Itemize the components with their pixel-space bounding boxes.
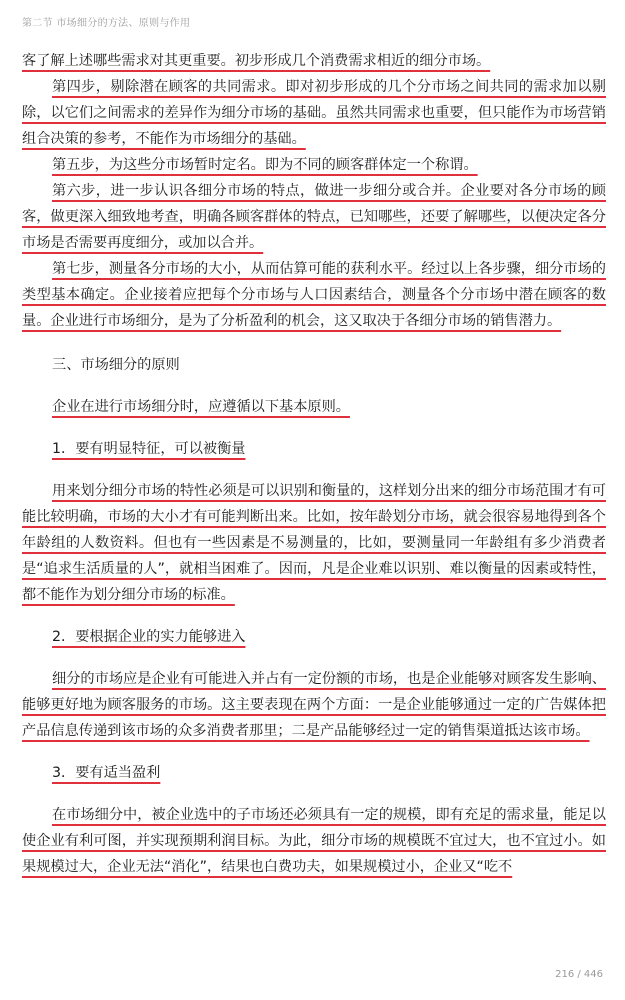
highlighted-text: 第五步，为这些分市场暂时定名。即为不同的顾客群体定一个称谓。: [52, 157, 478, 173]
highlighted-text: 企业在进行市场细分时，应遵循以下基本原则。: [52, 399, 350, 415]
section-heading: 三、市场细分的原则: [52, 357, 180, 373]
highlighted-text: 第四步，剔除潜在顾客的共同需求。即对初步形成的几个分市场之间共同的需求加以剔除，以它们之间需求的差异作为细分市场的基础。虽然共同需求也重要，但只能作为市场营销组合决策的参考，不能作为市场细分的基础。: [22, 79, 606, 147]
highlighted-text: 在市场细分中，被企业选中的子市场还必须具有一定的规模，即有充足的需求量，能足以使企业有利可图，并实现预期利润目标。为此，细分市场的规模既不宜过大，也不宜过小。如果规模过大，企业无法“消化”，结果也白费功夫，如果规模过小，企业又“吃不: [22, 807, 606, 875]
highlighted-text: 第六步，进一步认识各细分市场的特点，做进一步细分或合并。企业要对各分市场的顾客，做更深入细致地考查，明确各顾客群体的特点，已知哪些，还要了解哪些，以便决定各分市场是否需要再度细分，或加以合并。: [22, 183, 606, 251]
highlighted-text: 细分的市场应是企业有可能进入并占有一定份额的市场，也是企业能够对顾客发生影响、能够更好地为顾客服务的市场。这主要表现在两个方面：一是企业能够通过一定的广告媒体把产品信息传递到该市场的众多消费者那里；二是产品能够经过一定的销售渠道抵达该市场。: [22, 671, 606, 739]
principle-3-title: [52, 760, 606, 786]
highlighted-text: 客了解上述哪些需求对其更重要。初步形成几个消费需求相近的细分市场。: [22, 53, 491, 69]
paragraph-step-4: [22, 74, 606, 152]
paragraph-step-7: [22, 256, 606, 334]
paragraph-continuation: [22, 48, 606, 74]
principle-1-title: [52, 436, 606, 462]
page-content: [22, 48, 606, 880]
principle-3-body: [22, 802, 606, 880]
principle-1-body: [22, 478, 606, 608]
page-indicator: 216 / 446: [555, 969, 603, 980]
highlighted-text: 用来划分细分市场的特性必须是可以识别和衡量的，这样划分出来的细分市场范围才有可能比较明确，市场的大小才有可能判断出来。比如，按年龄划分市场，就会很容易地得到各个年龄组的人数资料。但也有一些因素是不易测量的，比如，要测量同一年龄组有多少消费者是“追求生活质量的人”，就相当困难了。因而，凡是企业难以识别、难以衡量的因素或特性，都不能作为划分细分市场的标准。: [22, 483, 606, 603]
running-header: 第二节 市场细分的方法、原则与作用: [22, 18, 191, 29]
highlighted-text: 2．要根据企业的实力能够进入: [52, 629, 246, 645]
principle-2-body: [22, 666, 606, 744]
highlighted-text: 3．要有适当盈利: [52, 765, 161, 781]
paragraph-step-5: [22, 152, 606, 178]
highlighted-text: 1．要有明显特征，可以被衡量: [52, 441, 246, 457]
paragraph-step-6: [22, 178, 606, 256]
section-intro: [52, 394, 606, 420]
principle-2-title: [52, 624, 606, 650]
highlighted-text: 第七步，测量各分市场的大小，从而估算可能的获利水平。经过以上各步骤，细分市场的类型基本确定。企业接着应把每个分市场与人口因素结合，测量各个分市场中潜在顾客的数量。企业进行市场细分，是为了分析盈利的机会，这又取决于各细分市场的销售潜力。: [22, 261, 606, 329]
